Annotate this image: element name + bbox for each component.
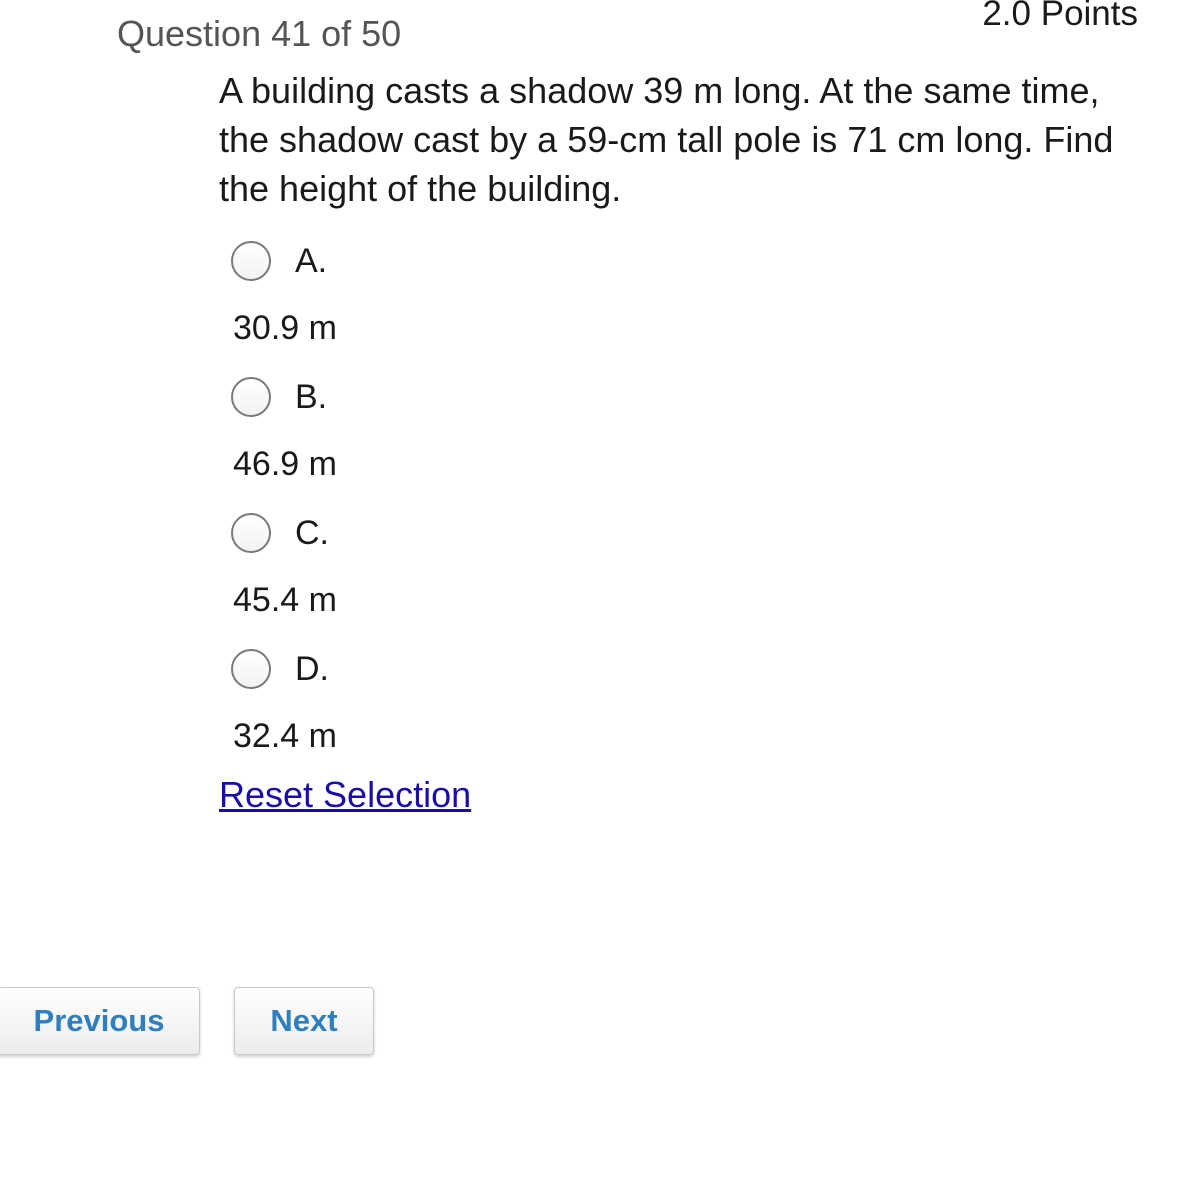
choice-value: 32.4 m: [233, 717, 337, 755]
choice-b[interactable]: [231, 372, 337, 484]
choice-letter: C.: [295, 513, 329, 552]
choice-letter: A.: [295, 241, 328, 280]
radio-button-c[interactable]: [231, 513, 271, 553]
choice-value: 45.4 m: [233, 581, 337, 619]
choice-letter: D.: [295, 649, 329, 688]
choice-a[interactable]: [231, 236, 337, 348]
next-button[interactable]: Next: [234, 987, 374, 1055]
previous-button[interactable]: Previous: [0, 987, 200, 1055]
choice-c[interactable]: [231, 508, 337, 620]
radio-button-d[interactable]: [231, 649, 271, 689]
points-label: 2.0 Points: [982, 0, 1138, 33]
radio-button-a[interactable]: [231, 241, 271, 281]
question-prompt: A building casts a shadow 39 m long. At the same time, the shadow cast by a 59-cm tall pole is 71 cm long. Find the height of the building.: [219, 70, 1114, 209]
question-number: Question 41 of 50: [117, 13, 402, 54]
choice-value: 30.9 m: [233, 309, 337, 347]
choice-value: 46.9 m: [233, 445, 337, 483]
radio-button-b[interactable]: [231, 377, 271, 417]
reset-selection-link[interactable]: Reset Selection: [219, 774, 472, 815]
choice-d[interactable]: [231, 644, 337, 756]
choice-letter: B.: [295, 377, 328, 416]
